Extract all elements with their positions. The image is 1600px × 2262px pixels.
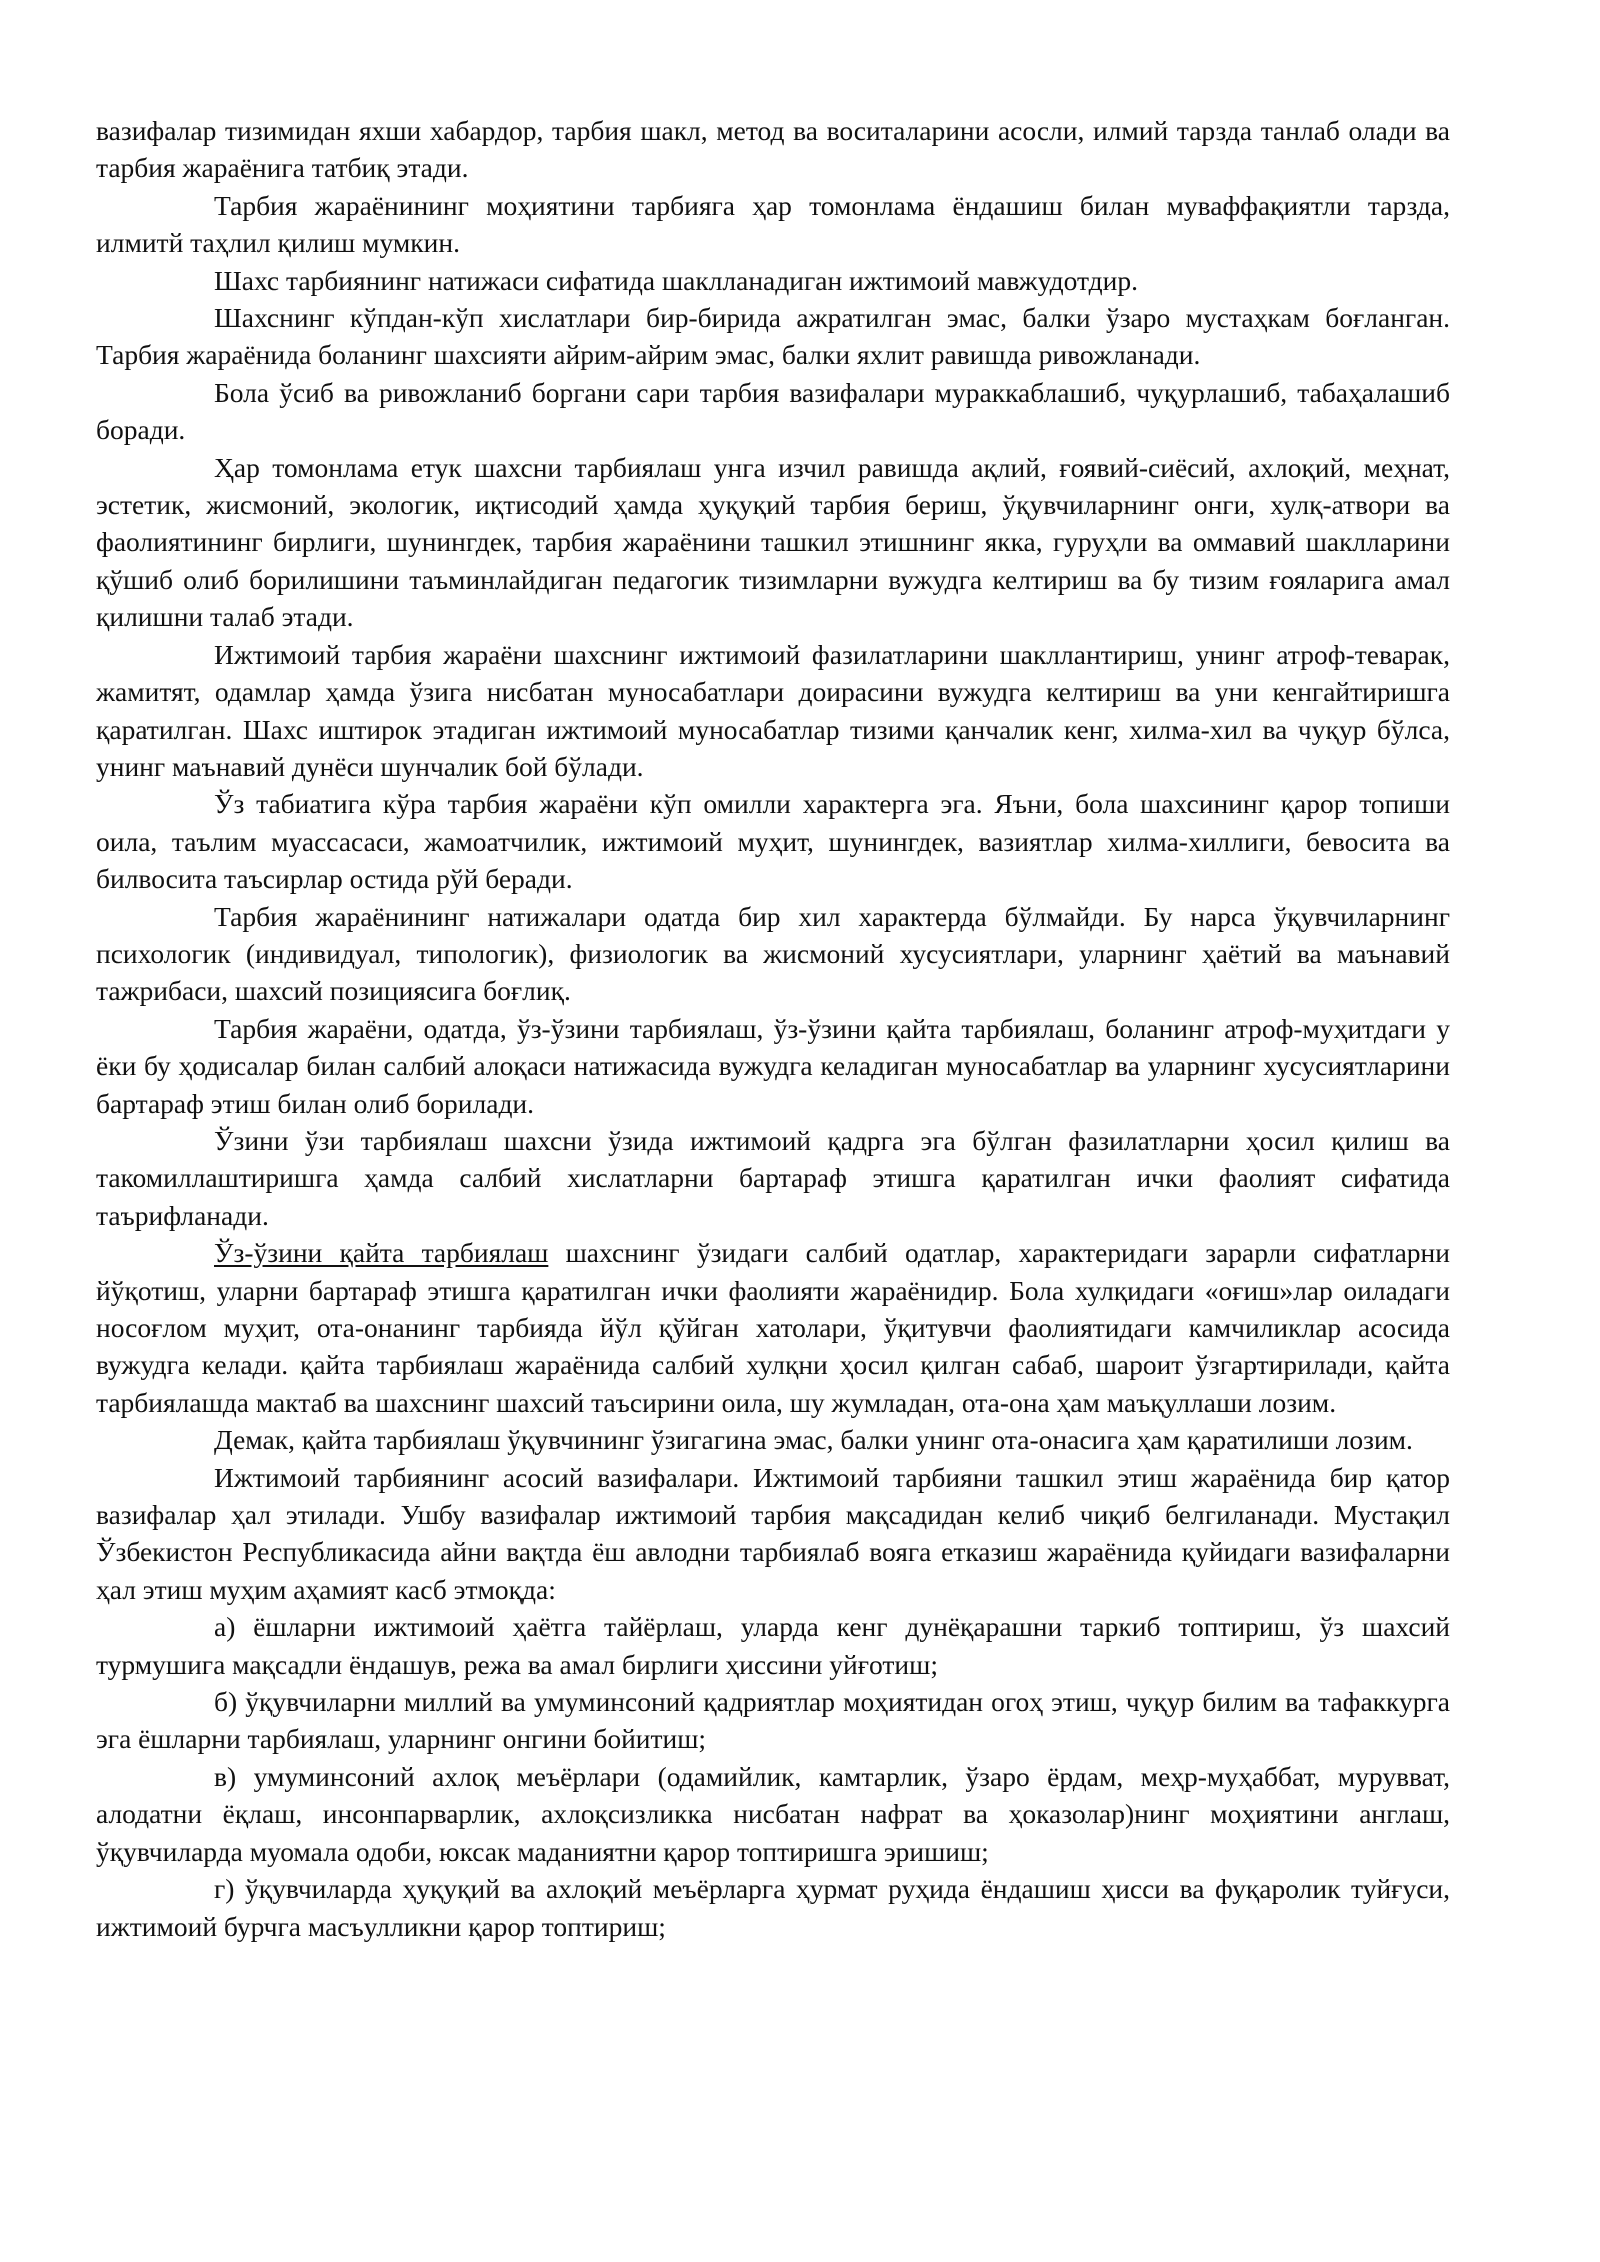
paragraph-9: Тарбия жараёнининг натижалари одатда бир хил характерда бўлмайди. Бу нарса ўқувчиларнинг психологик (индивидуал, типологик), физиологик ва жисмоний хусусиятлари, уларнинг ҳаётий ва маънавий тажрибаси, шахсий позициясига боғлиқ. <box>96 900 1450 1007</box>
paragraph-8: Ўз табиатига кўра тарбия жараёни кўп омилли характерга эга. Яъни, бола шахсининг қарор топиши оила, таълим муассасаси, жамоатчилик, ижтимоий муҳит, шунингдек, вазиятлар хилма-хиллиги, бевосита ва билвосита таъсирлар остида рўй беради. <box>96 788 1450 895</box>
paragraph-3: Шахс тарбиянинг натижаси сифатида шаклланадиган ижтимоий мавжудотдир. <box>214 264 1138 296</box>
list-item-v: в) умуминсоний ахлоқ меъёрлари (одамийлик, камтарлик, ўзаро ёрдам, меҳр-муҳаббат, мурувват, алодатни ёқлаш, инсонпарварлик, ахлоқсизликка нисбатан нафрат ва ҳоказолар)нинг моҳиятини англаш, ўқувчиларда муомала одоби, юксак маданиятни қарор топтиришга эришиш; <box>96 1760 1450 1867</box>
paragraph-2: Тарбия жараёнининг моҳиятини тарбияга ҳар томонлама ёндашиш билан муваффақиятли тарзда, илмитй таҳлил қилиш мумкин. <box>96 189 1450 259</box>
list-item-b: б) ўқувчиларни миллий ва умуминсоний қадриятлар моҳиятидан огоҳ этиш, чуқур билим ва тафаккурга эга ёшларни тарбиялаш, уларнинг онгини бойитиш; <box>96 1686 1450 1755</box>
document-page <box>96 112 1450 1945</box>
list-item-a: а) ёшларни ижтимоий ҳаётга тайёрлаш, уларда кенг дунёқарашни таркиб топтириш, ўз шахсий турмушига мақсадли ёндашув, режа ва амал бирлиги ҳиссини уйғотиш; <box>96 1611 1450 1680</box>
paragraph-6: Ҳар томонлама етук шахсни тарбиялаш унга изчил равишда ақлий, ғоявий-сиёсий, ахлоқий, меҳнат, эстетик, жисмоний, экологик, иқтисодий ҳамда ҳуқуқий тарбия бериш, ўқувчиларнинг онги, хулқ-атвори ва фаолиятининг бирлиги, шунингдек, тарбия жараёнини ташкил этишнинг якка, гуруҳли ва оммавий шаклларини қўшиб олиб борилишини таъминлайдиган педагогик тизимларни вужудга келтириш ва бу тизим ғояларига амал қилишни талаб этади. <box>96 451 1450 633</box>
list-item-g: г) ўқувчиларда ҳуқуқий ва ахлоқий меъёрларга ҳурмат руҳида ёндашиш ҳисси ва фуқаролик туйғуси, ижтимоий бурчга масъулликни қарор топтириш; <box>96 1873 1450 1942</box>
paragraph-1: вазифалар тизимидан яхши хабардор, тарбия шакл, метод ва воситаларини асосли, илмий тарзда танлаб олади ва тарбия жараёнига татбиқ этади. <box>96 115 1450 184</box>
paragraph-10: Тарбия жараёни, одатда, ўз-ўзини тарбиялаш, ўз-ўзини қайта тарбиялаш, боланинг атроф-муҳитдаги у ёки бу ҳодисалар билан салбий алоқаси натижасида вужудга келадиган муносабатлар ва уларнинг хусусиятларини бартараф этиш билан олиб борилади. <box>96 1012 1450 1119</box>
paragraph-12 <box>96 1234 1450 1421</box>
paragraph-13: Демак, қайта тарбиялаш ўқувчининг ўзигагина эмас, балки унинг ота-онасига ҳам қаратилиши лозим. <box>214 1424 1413 1456</box>
paragraph-5: Бола ўсиб ва ривожланиб боргани сари тарбия вазифалари мураккаблашиб, чуқурлашиб, табаҳалашиб боради. <box>96 376 1450 446</box>
paragraph-11: Ўзини ўзи тарбиялаш шахсни ўзида ижтимоий қадрга эга бўлган фазилатларни ҳосил қилиш ва такомиллаштиришга ҳамда салбий хислатларни бартараф этишга қаратилган ички фаолият сифатида таърифланади. <box>96 1124 1450 1231</box>
underlined-term: Ўз-ўзини қайта тарбиялаш <box>214 1237 549 1269</box>
paragraph-4: Шахснинг кўпдан-кўп хислатлари бир-бирида ажратилган эмас, балки ўзаро мустаҳкам боғланган. Тарбия жараёнида боланинг шахсияти айрим-айрим эмас, балки яхлит равишда ривожланади. <box>96 302 1450 371</box>
paragraph-14: Ижтимоий тарбиянинг асосий вазифалари. Ижтимоий тарбияни ташкил этиш жараёнида бир қатор вазифалар ҳал этилади. Ушбу вазифалар ижтимоий тарбия мақсадидан келиб чиқиб белгиланади. Мустақил Ўзбекистон Республикасида айни вақтда ёш авлодни тарбиялаб вояга етказиш жараёнида қуйидаги вазифаларни ҳал этиш муҳим аҳамият касб этмоқда: <box>96 1461 1450 1605</box>
paragraph-12-text: шахснинг ўзидаги салбий одатлар, характеридаги зарарли сифатларни йўқотиш, уларни бартараф этишга қаратилган ички фаолияти жараёнидир. Бола хулқидаги «оғиш»лар оиладаги носоғлом муҳит, ота-онанинг тарбияда йўл қўйган хатолари, ўқитувчи фаолиятидаги камчиликлар асосида вужудга келади. қайта тарбиялаш жараёнида салбий хулқни ҳосил қилган сабаб, шароит ўзгартирилади, қайта тарбиялашда мактаб ва шахснинг шахсий таъсирини оила, шу жумладан, ота-она ҳам маъқуллаши лозим. <box>96 1237 1450 1418</box>
paragraph-7: Ижтимоий тарбия жараёни шахснинг ижтимоий фазилатларини шакллантириш, унинг атроф-теварак, жамитят, одамлар ҳамда ўзига нисбатан муносабатлари доирасини вужудга келтириш ва уни кенгайтиришга қаратилган. Шахс иштирок этадиган ижтимоий муносабатлар тизими қанчалик кенг, хилма-хил ва чуқур бўлса, унинг маънавий дунёси шунчалик бой бўлади. <box>96 638 1450 782</box>
